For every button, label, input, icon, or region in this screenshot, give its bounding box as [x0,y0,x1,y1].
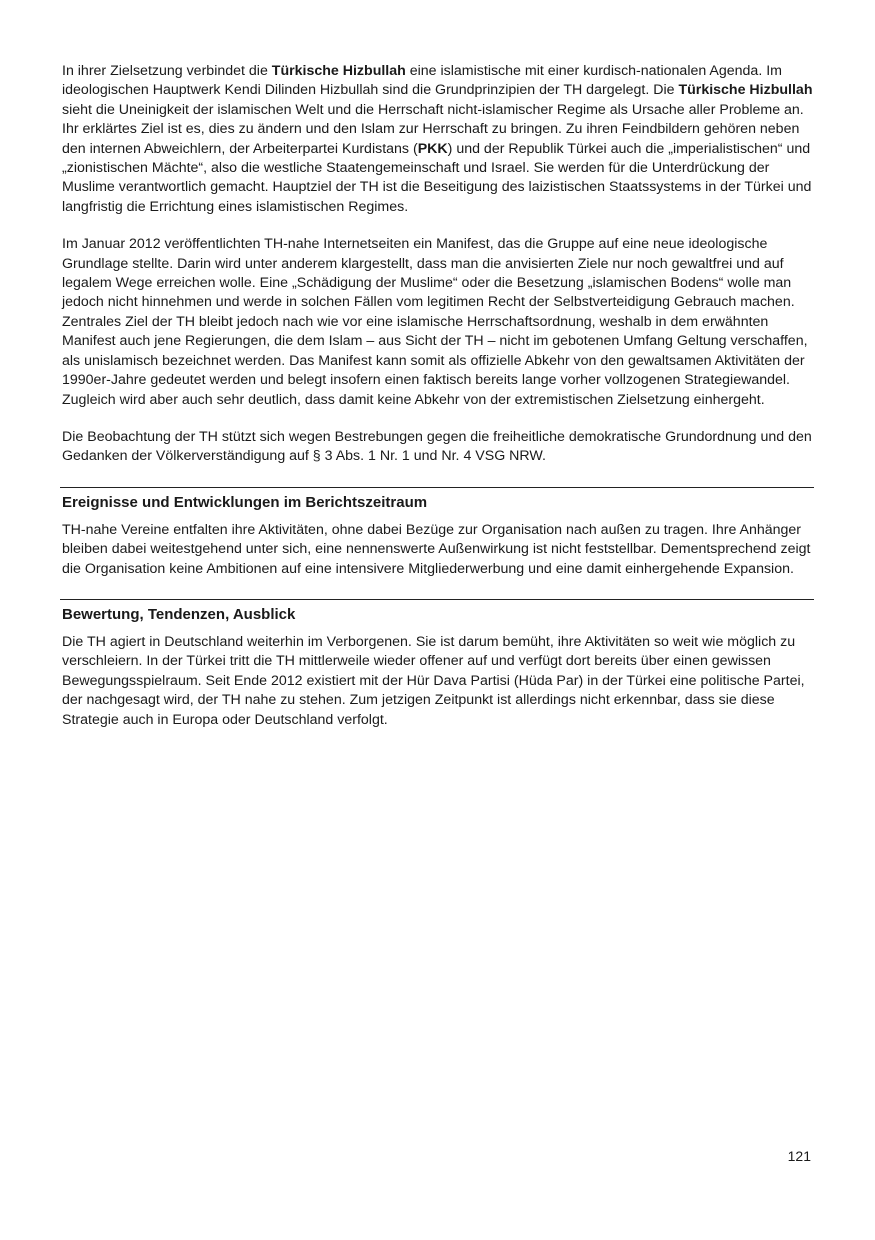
section-body: TH-nahe Vereine entfalten ihre Aktivitäten, ohne dabei Bezüge zur Organisation nach außen zu tragen. Ihre Anhänger bleiben dabei weitestgehend unter sich, eine nennenswerte Außenwirkung ist nicht feststellbar. Dementsprechend zeigt die Organisation keine Ambitionen auf eine intensivere Mitgliederwerbung und eine damit einhergehende Expansion. [62,521,811,577]
document-page [62,62,814,730]
paragraph-manifest: Im Januar 2012 veröffentlichten TH-nahe Internetseiten ein Manifest, das die Gruppe auf eine neue ideologische Grundlage stellte. Darin wird unter anderem klargestellt, dass man die anvisierten Ziele nur noch gewaltfrei und auf legalem Wege erreichen wolle. Eine „Schädigung der Muslime“ oder die Besetzung „islamischen Bodens“ wolle man jedoch nicht hinnehmen und werde in solchen Fällen vom legitimen Recht der Selbstverteidigung Gebrauch machen. Zentrales Ziel der TH bleibt jedoch nach wie vor eine islamische Herrschaftsordnung, weshalb in dem erwähnten Manifest auch jene Regierungen, die dem Islam – aus Sicht der TH – nicht im gebotenen Umfang Geltung verschaffen, als unislamisch bezeichnet werden. Das Manifest kann somit als offizielle Abkehr von den gewaltsamen Aktivitäten der 1990er-Jahre gedeutet werden und belegt insofern einen faktisch bereits lange vorher vollzogenen Strategiewandel. Zugleich wird aber auch sehr deutlich, dass damit keine Abkehr von der extremistischen Zielsetzung einhergeht. [62,236,808,408]
paragraph-zielsetzung [62,62,814,217]
section-heading: Ereignisse und Entwicklungen im Berichtszeitraum [62,493,428,511]
text-run: eine islamistische mit einer kurdisch-nationalen Agenda. Im ideologischen Hauptwerk Kendi Dilinden Hizbullah sind die Grundprinzipien der TH dargelegt. Die [62,63,782,99]
text-run: In ihrer Zielsetzung verbindet die [62,63,272,79]
text-run: sieht die Uneinigkeit der islamischen Welt und die Herrschaft nicht-islamischer Regime als Ursache aller Probleme an. Ihr erklärtes Ziel ist es, dies zu ändern und den Islam zur Herrschaft zu bringen. Zu ihren Feindbildern gehören neben den internen Abweichlern, der Arbeiterpartei Kurdistans ( [62,101,804,157]
paragraph-beobachtung: Die Beobachtung der TH stützt sich wegen Bestrebungen gegen die freiheitliche demokratische Grundordnung und den Gedanken der Völkerverständigung auf § 3 Abs. 1 Nr. 1 und Nr. 4 VSG NRW. [62,428,812,465]
section-ereignisse [60,487,814,579]
section-bewertung [60,599,814,730]
section-heading: Bewertung, Tendenzen, Ausblick [62,605,296,623]
text-run: ) und der Republik Türkei auch die „imperialistischen“ und „zionistischen Mächte“, also die westliche Staatengemeinschaft und Israel. Sie werden für die Unterdrückung der Muslime verantwortlich gemacht. Hauptziel der TH ist die Beseitigung des laizistischen Staatssystems in der Türkei und langfristig die Errichtung eines islamistischen Regimes. [62,140,812,215]
section-body: Die TH agiert in Deutschland weiterhin im Verborgenen. Sie ist darum bemüht, ihre Aktivitäten so weit wie möglich zu verschleiern. In der Türkei tritt die TH mittlerweile wieder offener auf und verfügt dort bereits über einen gewissen Bewegungsspielraum. Seit Ende 2012 existiert mit der Hür Dava Partisi (Hüda Par) in der Türkei eine politische Partei, der nachgesagt wird, der TH nahe zu stehen. Zum jetzigen Zeitpunkt ist allerdings nicht erkennbar, dass sie diese Strategie auch in Europa oder Deutschland verfolgt. [62,633,805,728]
bold-term: PKK [417,140,448,157]
page-number: 121 [787,1148,811,1164]
bold-term: Türkische Hizbullah [271,63,406,79]
bold-term: Türkische Hizbullah [678,82,813,99]
